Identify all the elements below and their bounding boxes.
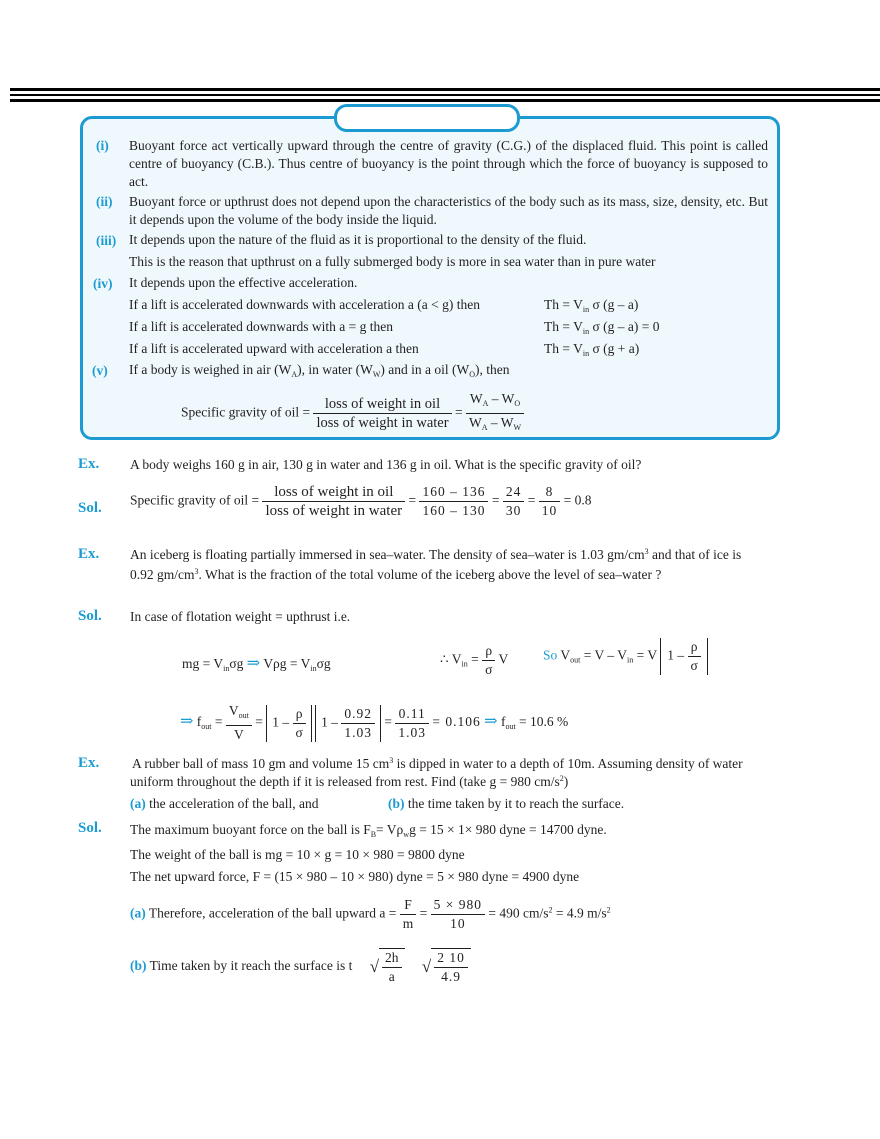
item-text-i: Buoyant force act vertically upward through the centre of gravity (C.G.) of the displaced fluid. This point is called centre of buoyancy (C.B.). Thus centre of buoyancy is the point through which the force of buoyancy is supposed to act. [129, 138, 768, 189]
item-text-iii-cont: This is the reason that upthrust on a fully submerged body is more in sea water than in pure water [129, 254, 656, 269]
example-3-label: Ex. [78, 755, 100, 771]
item-text-v: If a body is weighed in air $(W_A)$, in water $(W_W)$ and in a oil $(W_O)$, then [129, 362, 510, 379]
solution-3-line-1: The maximum buoyant force on the ball is $F_B= V\rho_wg = 15 \times 1\times 980$ dyne = 14700 dyne. [130, 822, 607, 839]
item-number-iv: (iv) [93, 276, 113, 291]
solution-3-time: (b) Time taken by it reach the surface is t √ $\frac{2h}{a}$ √ $\frac{2 10}{4.9}$ [130, 948, 471, 986]
header-rule-top [10, 88, 880, 91]
solution-2-vout-formula: So $V_{out} = V - V_{in} = V$ 1 – $\frac{\rho}{\sigma}$ [543, 638, 708, 675]
example-1-label: Ex. [78, 456, 100, 472]
header-rule-middle [10, 94, 880, 96]
example-1-question: A body weighs 160 g in air, 130 g in water and 136 g in oil. What is the specific gravity of oil? [130, 457, 642, 472]
sqrt-icon-2: √ [421, 957, 432, 976]
solution-3-line-2: The weight of the ball is mg = 10 × g = 10 × 980 = 9800 dyne [130, 847, 465, 862]
item-text-iv: It depends upon the effective acceleration. [129, 275, 358, 290]
example-2-label: Ex. [78, 546, 100, 562]
solution-2-equation-1: mg = $V_{in}\sigma g$ ⇒ $V\rho g = V_{in}\sigma g$ [182, 655, 331, 673]
sqrt-icon-1: √ [369, 957, 380, 976]
lift-case-3: If a lift is accelerated upward with acceleration a then [129, 341, 419, 356]
lift-formula-1: $Th = V_{in}$ σ (g – a) [544, 297, 639, 314]
item-text-iii: It depends upon the nature of the fluid as it is proportional to the density of the fluid. [129, 232, 587, 247]
example-2-question-line-2: 0.92 $gm/cm^3$. What is the fraction of the total volume of the iceberg above the level of sea–water ? [130, 567, 662, 582]
solution-3-acceleration: (a) Therefore, acceleration of the ball upward a = $\frac{F}{m}$ = $\frac{5 \times 980}{10}$ = 490 $cm/s^2 = 4.9$ $m/s^2$ [130, 897, 611, 931]
box-title-pill [334, 104, 520, 132]
solution-2-vin-formula: ∴ $V_{in}$ = $\frac{\rho}{\sigma}$ V [440, 643, 509, 677]
lift-formula-3: $Th = V_{in}$ σ (g + a) [544, 341, 640, 358]
example-3-part-a: (a) the acceleration of the ball, and [130, 796, 319, 811]
solution-2-text: In case of flotation weight = upthrust i.e. [130, 609, 351, 624]
item-text-ii: Buoyant force or upthrust does not depend upon the characteristics of the body such as its mass, size, density, etc. But it depends upon the volume of the body inside the liquid. [129, 194, 768, 227]
example-2-question-line-1: An iceberg is floating partially immersed in sea–water. The density of sea–water is 1.03 $gm/cm^3$ and that of ice is [130, 547, 742, 562]
item-number-iii: (iii) [96, 233, 117, 248]
lift-formula-2: $Th = V_{in}$ σ (g – a) = 0 [544, 319, 660, 336]
item-number-v: (v) [92, 363, 108, 378]
example-3-question-line-2: uniform throughout the depth if it is released from rest. Find (take g = 980 $cm/s^2$) [130, 774, 569, 789]
lift-case-1: If a lift is accelerated downwards with acceleration a (a < g) then [129, 297, 480, 312]
lift-case-2: If a lift is accelerated downwards with a = g then [129, 319, 394, 334]
solution-2-fraction-equation: ⇒ $f_{out}$ = $\frac{V_{out}}{V}$ = 1 – $\frac{\rho}{\sigma}$ 1 – $\frac{0.92}{1.03}$ = $\frac{0.11}{1.03}$ = 0.106 ⇒ $f_{out} = 10.6$ % [180, 703, 569, 742]
solution-2-label: Sol. [78, 608, 102, 624]
item-number-ii: (ii) [96, 194, 113, 209]
solution-3-label: Sol. [78, 820, 102, 836]
header-rule-bottom [10, 99, 880, 102]
example-3-part-b: (b) the time taken by it to reach the surface. [388, 796, 625, 811]
specific-gravity-formula: Specific gravity of oil = $\frac{\text{loss of weight in oil}}{\text{loss of weight in water}}$ = $\frac{W_A - W_O}{W_A - W_W}$ [181, 390, 524, 437]
item-number-i: (i) [96, 138, 109, 153]
solution-1-label: Sol. [78, 500, 102, 516]
solution-1-formula: Specific gravity of oil = $\frac{\text{loss of weight in oil}}{\text{loss of weight in water}}$ = $\frac{160 - 136}{160 - 130}$ = $\frac{24}{30}$ = $\frac{8}{10}$ = 0.8 [130, 484, 592, 519]
example-3-question-line-1: A rubber ball of mass 10 gm and volume 15 $cm^3$ is dipped in water to a depth of 10m. Assuming density of water [132, 756, 743, 771]
solution-3-line-3: The net upward force, F = (15 × 980 – 10 × 980) dyne = 5 × 980 dyne = 4900 dyne [130, 869, 580, 884]
